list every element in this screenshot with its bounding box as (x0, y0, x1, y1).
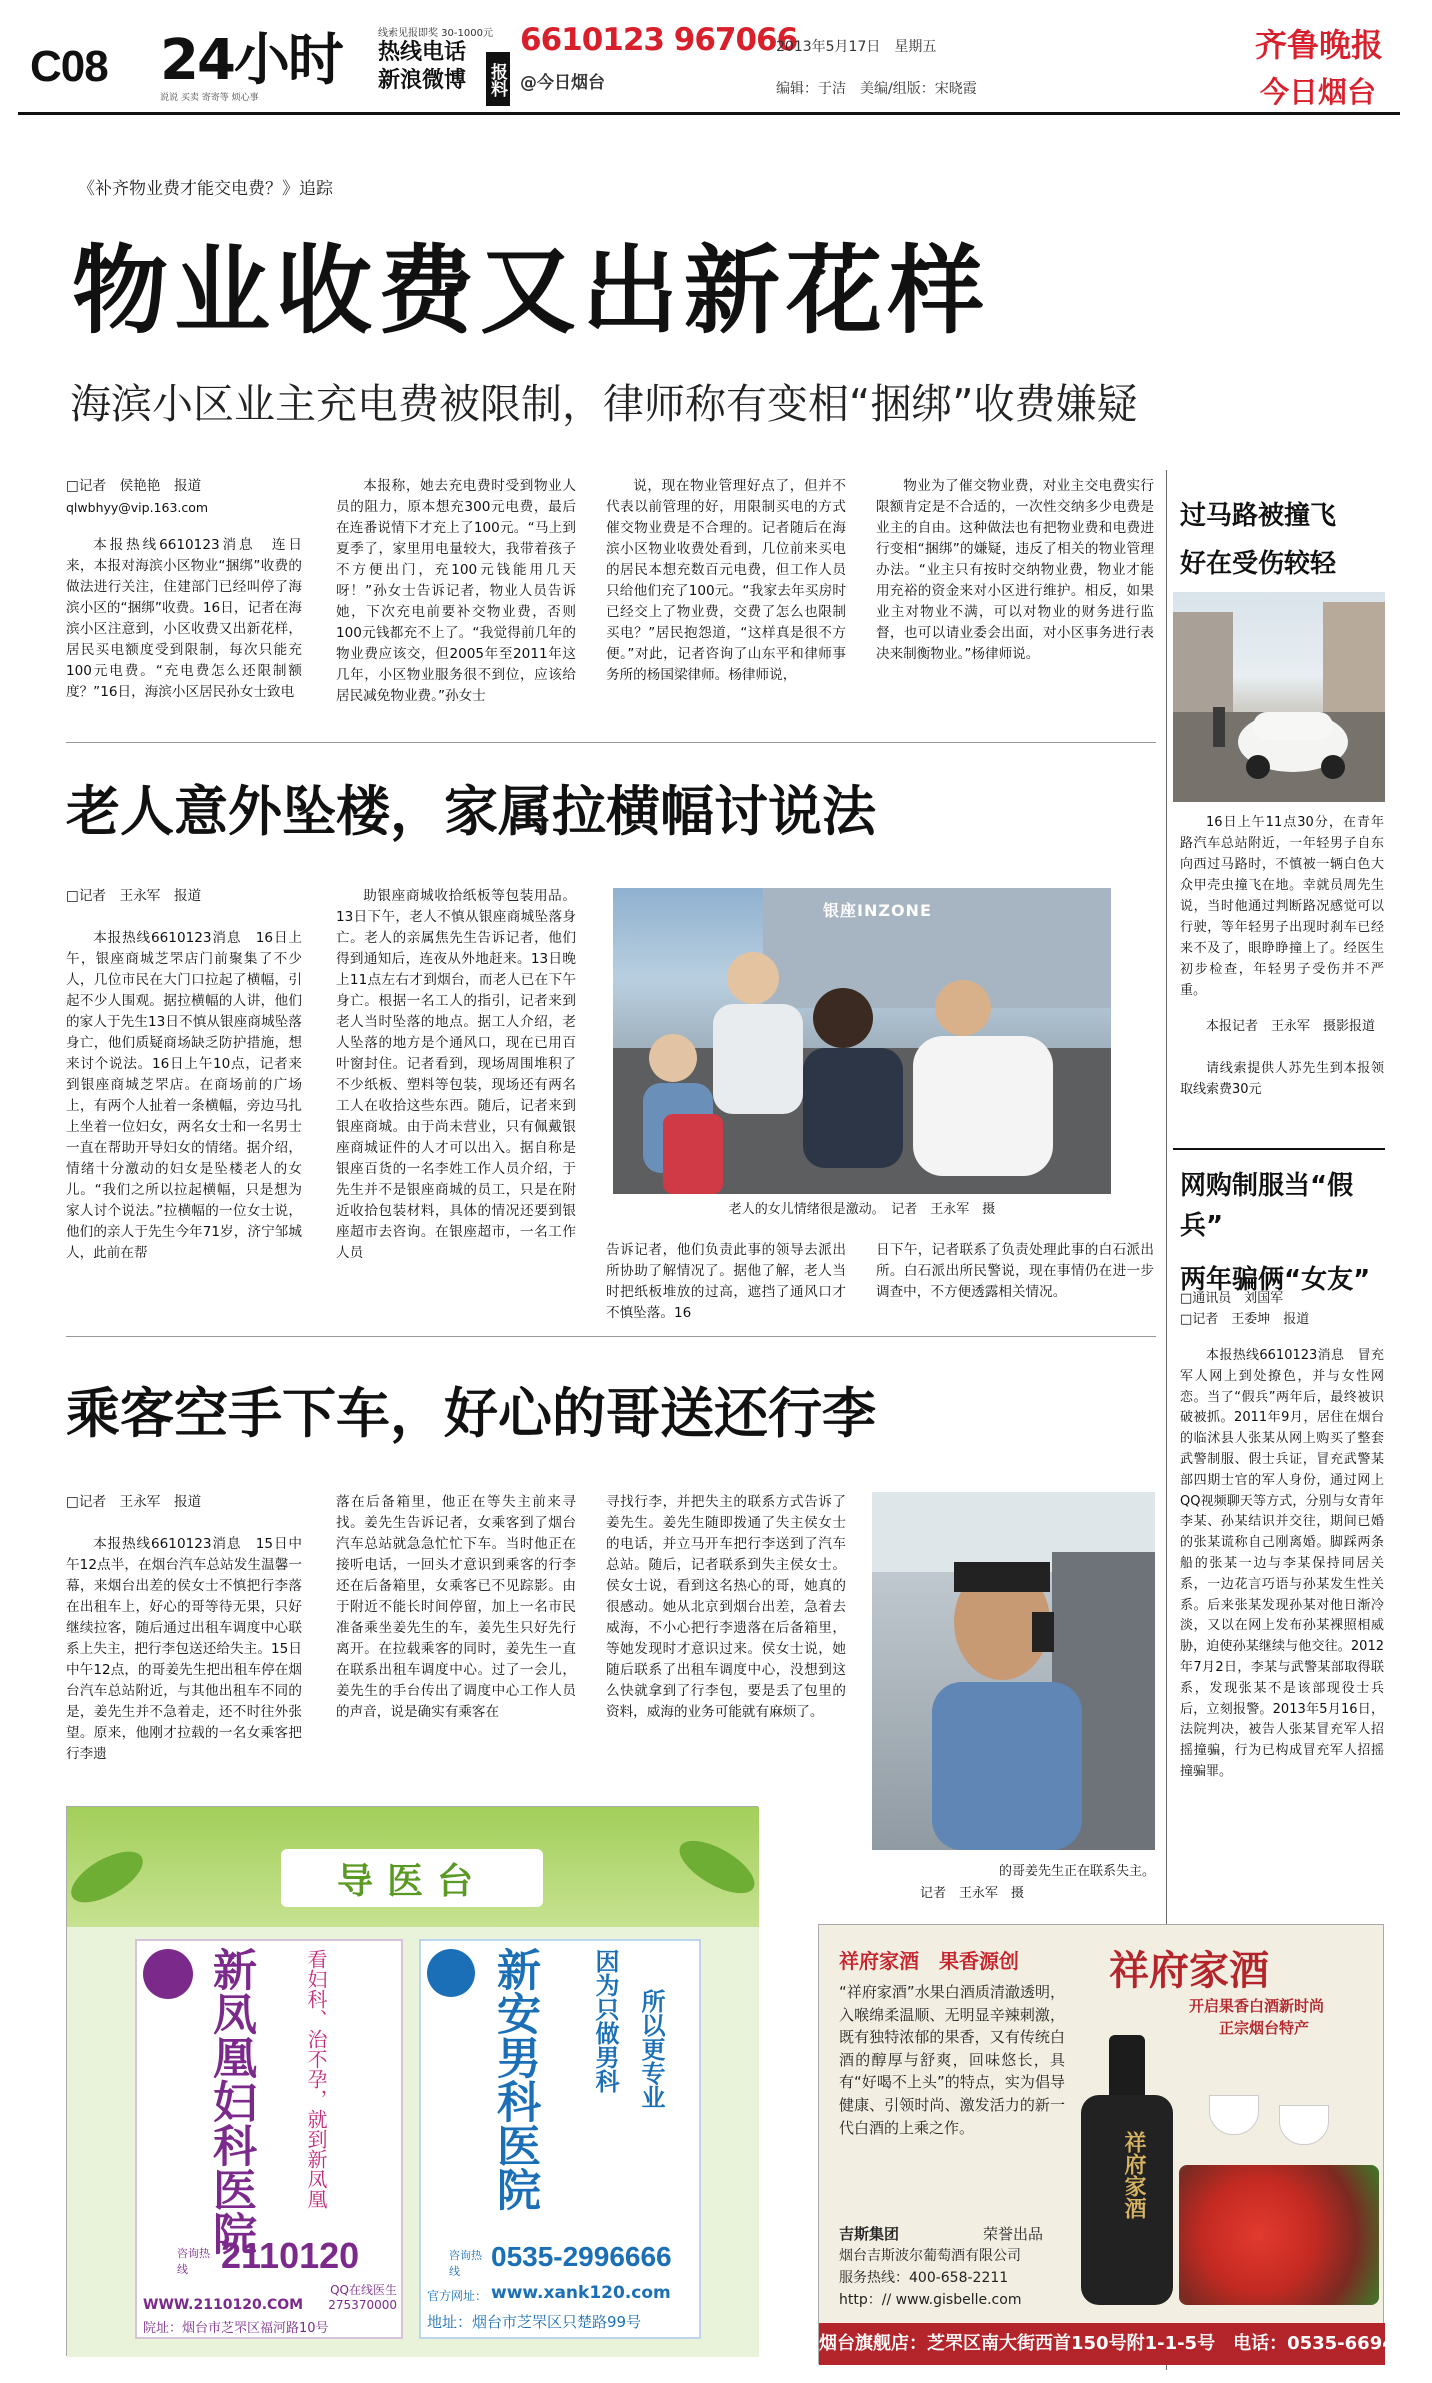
ad1-header: 导医台 (336, 1861, 487, 1902)
ad-wine (818, 1924, 1432, 2364)
ad2-tagline2: 正宗烟台特产 (1219, 2019, 1310, 2037)
hospital2-web-label: 官方网址： (427, 2289, 488, 2303)
ad2-honor: 荣誉出品 (983, 2225, 1044, 2243)
hospital1-addr: 院址：烟台市芝罘区福河路10号 (143, 2321, 329, 2336)
ad2-tagline1: 开启果香白酒新时尚 (1189, 1997, 1325, 2015)
hospital1-hotline: 2110120 (221, 2235, 360, 2276)
story1-byline: □记者 侯艳艳 报道 (66, 478, 202, 494)
ad-hospital (66, 1806, 758, 2356)
side1-title-l2: 好在受伤较轻 (1180, 549, 1337, 579)
story2-col4: 日下午，记者联系了负责处理此事的白石派出所。白石派出所民警说，现在事情仍在进一步调查中，不方便透露相关情况。 (876, 1242, 1154, 1300)
ad2-brand: 祥府家酒 (1109, 1947, 1269, 1994)
store-sign: 银座INZONE (823, 901, 932, 920)
side1-photo-scene (1173, 592, 1385, 802)
hospital2-addr: 地址：烟台市芝罘区只楚路99号 (427, 2313, 642, 2331)
story1-col3: 说，现在物业管理好点了，但并不代表以前管理的好，用限制买电的方式催交物业费是不合理的。记者随后在海滨小区物业收费处看到，几位前来买电的居民本想充数百元电费，但工作人员只给他们充了100元。“我家去年买房时已经交上了物业费，交费了怎么也限制买电？”居民抱怨道，“这样真是很不方便。”对此，记者咨询了山东平和律师事务所的杨国梁律师。杨律师说， (606, 478, 846, 683)
ad2-web: http：// www.gisbelle.com (839, 2292, 1022, 2308)
side2-title (1180, 1166, 1390, 1300)
cup-icon-2 (1279, 2105, 1329, 2145)
page-number: C08 (30, 42, 108, 91)
hospital2-hotline-label: 咨询热线 (449, 2249, 482, 2278)
story2-rule (66, 742, 1156, 743)
hospital2-slogan-b: 所以更专业 (637, 1989, 665, 2109)
date-line: 2013年5月17日 星期五 (776, 39, 937, 55)
story3-photo-scene (872, 1492, 1155, 1850)
story1-subtitle: 海滨小区业主充电费被限制，律师称有变相“捆绑”收费嫌疑 (70, 380, 1138, 428)
side1-credit2: 请线索提供人苏先生到本报领取线索费30元 (1180, 1061, 1384, 1097)
story2-col1: 本报热线6610123消息 16日上午，银座商城芝罘店门前聚集了不少人，几位市民在大门口拉起了横幅，引起不少人围观。据拉横幅的人讲，他们的家人于先生13日不慎从银座商城坠落身亡，他们质疑商场缺乏防护措施，想来讨个说法。16日上午10点，记者来到银座商城芝罘店。在商场前的广场上，有两个人扯着一条横幅，旁边马扎上坐着一位妇女，两名女士和一名男士一直在帮助开导妇女的情绪。据介绍，情绪十分激动的妇女是坠楼老人的女儿。“我们之所以拉起横幅，只是想为家人讨个说法。”拉横幅的一位女士说，他们的亲人于先生今年71岁，济宁邹城人，此前在帮 (66, 930, 302, 1261)
story3-col1: 本报热线6610123消息 15日中午12点半，在烟台汽车总站发生温馨一幕，来烟台出差的侯女士不慎把行李落在出租车上，好心的哥等待无果，只好继续拉客，随后通过出租车调度中心联系上失主，把行李包送还给失主。15日中午12点，的哥姜先生把出租车停在烟台汽车总站附近，与其他出租车不同的是，姜先生并不急着走，还不时往外张望。原来，他刚才拉载的一名女乘客把行李遗 (66, 1536, 302, 1762)
section-24h-logo (160, 30, 342, 103)
editor-line: 编辑：于洁 美编/组版：宋晓霞 (776, 81, 977, 97)
hospital2-slogan-a: 因为只做男科 (591, 1949, 619, 2093)
story3-col2: 落在后备箱里，他正在等失主前来寻找。姜先生告诉记者，女乘客到了烟台汽车总站就急急忙忙下车。当时他正在接听电话，一回头才意识到乘客的行李还在后备箱里，女乘客已不见踪影。由于附近不能长时间停留，加上一名市民准备乘坐姜先生的车，姜先生只好先行离开。在拉载乘客的同时，姜先生一直在联系出租车调度中心。过了一会儿，姜先生的手台传出了调度中心工作人员的声音，说是确实有乘客在 (336, 1494, 576, 1720)
phone-number: 6610123 967066 (520, 22, 798, 58)
story3-title: 乘客空手下车，好心的哥送还行李 (66, 1382, 876, 1445)
story2-col2: 助银座商城收拾纸板等包装用品。13日下午，老人不慎从银座商城坠落身亡。老人的亲属焦先生告诉记者，他们得到通知后，连夜从外地赶来。13日晚上11点左右才到烟台，而老人已在下午身亡。根据一名工人的指引，记者来到老人当时坠落的地点。据工人介绍，老人坠落的地方是个通风口，现在已用百叶窗封住。记者看到，现场周围堆积了不少纸板、塑料等包装，现场还有两名工人在收拾这些东西。随后，记者来到银座商城。由于尚未营业，只有佩戴银座商城证件的人才可以出入。据自称是银座百货的一名李姓工作人员介绍，于先生并不是银座商城的员工，只是在附近收拾包装材料，具体的情况还要到银座超市去咨询。在银座超市，一名工作人员 (336, 888, 576, 1261)
story3-caption2: 记者 王永军 摄 (919, 1886, 1024, 1901)
story1-email: qlwbhyy@vip.163.com (66, 500, 209, 515)
story1-col4: 物业为了催交物业费，对业主交电费实行限额肯定是不合适的，一次性交纳多少电费是业主的自由。这种做法也有把物业费和电费进行变相“捆绑”的嫌疑，违反了相关的物业管理办法。“业主只有按时交纳物业费，物业才能用充裕的资金来对小区进行维护。相反，如果业主对物业不满，可以对物业的财务进行监督，也可以请业委会出面，对小区事务进行表决来制衡物业。”杨律师说。 (876, 478, 1154, 662)
side1-body: 16日上午11点30分，在青年路汽车总站附近，一年轻男子自东向西过马路时，不慎被一辆白色大众甲壳虫撞飞在地。幸就员周先生说，当时他通过判断路况感觉可以行驶，等年轻男子出现时刹车已经来不及了，眼睁睁撞上了。经医生初步检查，年轻男子受伤并不严重。 (1180, 815, 1384, 998)
side1-title (1180, 496, 1380, 584)
section-big-title: 24小时 (160, 28, 342, 93)
cup-icon-1 (1209, 2095, 1259, 2135)
ad2-company-logo: 吉斯集团 (839, 2225, 900, 2243)
side2-byline2: □记者 王委坤 报道 (1180, 1312, 1310, 1327)
story3-byline: □记者 王永军 报道 (66, 1494, 202, 1510)
story2-photo-scene (613, 888, 1111, 1194)
header-rule (18, 112, 1400, 115)
hospital1-slogan: 看妇科、治不孕，就到新凤凰 (304, 1949, 328, 2209)
story3-photo-driver (872, 1492, 1155, 1850)
ad2-cups (1199, 2075, 1359, 2155)
hospital2-logo-icon (427, 1949, 475, 1997)
story2-title: 老人意外坠楼，家属拉横幅讨说法 (66, 780, 876, 843)
hospital1-qq: QQ在线医生 275370000 (328, 2283, 397, 2312)
ad2-company: 烟台吉斯波尔葡萄酒有限公司 (839, 2248, 1021, 2264)
side1-photo-road (1173, 592, 1385, 802)
story1-kicker: 《补齐物业费才能交电费？》追踪 (78, 179, 333, 199)
side1-title-l1: 过马路被撞飞 (1180, 501, 1337, 531)
hospital2-card (419, 1939, 701, 2339)
hotline-label: 热线电话 (378, 40, 467, 65)
story3-caption1: 的哥姜先生正在联系失主。 (998, 1864, 1155, 1879)
paper-name: 齐鲁晚报 (1255, 26, 1384, 64)
report-badge: 报料 (486, 52, 510, 106)
story1-col1: 本报热线6610123消息 连日来，本报对海滨小区物业“捆绑”收费的做法进行关注，住建部门已经叫停了海滨小区的“捆绑”收费。16日，记者在海滨小区注意到，小区收费又出新花样，居民买电额度受到限制，每次只能充100元电费。“充电费怎么还限制额度？”16日，海滨小区居民孙女士致电 (66, 537, 302, 700)
side2-title-l2: 两年骗俩“女友” (1180, 1265, 1371, 1295)
ad2-banner: 祥府家酒 果香源创 (839, 1949, 1019, 1973)
side1-credit1: 本报记者 王永军 摄影报道 (1206, 1019, 1376, 1034)
hospital1-hotline-label: 咨询热线 (177, 2247, 210, 2276)
hospital2-web: www.xank120.com (491, 2283, 671, 2303)
edition-name: 今日烟台 (1260, 75, 1377, 109)
weibo-label: 新浪微博 (378, 68, 467, 93)
hospital1-card (135, 1939, 403, 2339)
section-sub: 说说 买卖 寄寄等 烦心事 (160, 93, 259, 103)
ad2-footer: 烟台旗舰店：芝罘区南大街西首150号附1-1-5号 电话：0535-6694999 (819, 2323, 1385, 2365)
story3-rule (66, 1336, 1156, 1337)
hospital2-name: 新安男科医院 (489, 1947, 540, 2211)
ad2-bottle (1081, 2035, 1173, 2305)
story2-caption: 老人的女儿情绪很是激动。 记者 王永军 摄 (728, 1202, 996, 1217)
story1-col2: 本报称，她去充电费时受到物业人员的阻力，原本想充300元电费，最后在连番说情下才充上了100元。“马上到夏季了，家里用电量较大，我带着孩子不方便出门，充100元钱能用几天呀！”孙女士告诉记者，物业人员告诉她，下次充电前要补交物业费，否则100元钱都充不上了。“我觉得前几年的物业费应该交，但2005年至2011年这几年，小区物业服务很不到位，应该给居民减免物业费。”孙女士 (336, 478, 576, 704)
story1-title: 物业收费又出新花样 (72, 235, 990, 347)
side2-title-l1: 网购制服当“假兵” (1180, 1171, 1354, 1241)
ad2-service: 服务热线：400-658-2211 (839, 2270, 1009, 2286)
ad2-fruit (1179, 2165, 1379, 2305)
ad2-body: “祥府家酒”水果白酒质清澈透明，入喉绵柔温顺、无明显辛辣刺激，既有独特浓郁的果香，又有传统白酒的醇厚与舒爽，回味悠长，具有“好喝不上头”的特点，实为倡导健康、引领时尚、激发活力的新一代白酒的上乘之作。 (839, 1983, 1065, 2137)
story2-col3: 告诉记者，他们负责此事的领导去派出所协助了解情况了。据他了解，老人当时把纸板堆放的过高，遮挡了通风口才不慎坠落。16 (606, 1242, 846, 1321)
hospital2-hotline: 0535-2996666 (491, 2241, 672, 2272)
story2-byline: □记者 王永军 报道 (66, 888, 202, 904)
side2-byline1: □通讯员 刘国军 (1180, 1291, 1284, 1306)
hospital1-logo-icon (143, 1949, 193, 1999)
hospital1-name: 新凤凰妇科医院 (205, 1947, 256, 2255)
hospital1-web: WWW.2110120.COM (143, 2297, 304, 2313)
side-rule (1173, 1148, 1385, 1150)
reward-note: 线索见报即奖 30-1000元 (378, 28, 493, 39)
story3-col3: 寻找行李，并把失主的联系方式告诉了姜先生。姜先生随即拨通了失主侯女士的电话，并立马开车把行李送到了汽车总站。随后，记者联系到失主侯女士。侯女士说，看到这名热心的哥，她真的很感动。她从北京到烟台出差，急着去威海，不小心把行李遗落在后备箱里，等她发现时才意识过来。侯女士说，她随后联系了出租车调度中心，没想到这么快就拿到了行李包，要是丢了包里的资料，威海的业务可能就有麻烦了。 (606, 1494, 846, 1720)
bottle-label: 祥府家酒 (1121, 2131, 1146, 2219)
side2-body: 本报热线6610123消息 冒充军人网上到处撩色，并与女性网恋。当了“假兵”两年后，最终被识破被抓。2011年9月，居住在烟台的临沭县人张某从网上购买了整套武警制服、假士兵证，冒充武警某部四期士官的军人身份，通过网上QQ视频聊天等方式，分别与女青年李某、孙某结识并交往，期间已婚的张某谎称自己刚离婚。脚踩两条船的张某一边与李某保持同居关系，一边花言巧语与孙某发生性关系。后来张某发现孙某对他日渐冷淡，又以在网上发布孙某裸照相威胁，迫使孙某继续与他交往。2012年7月2日，李某与武警某部取得联系，发现张某不是该部现役士兵后，立刻报警。2013年5月16日，法院判决，被告人张某冒充军人招摇撞骗，行为已构成冒充军人招摇撞骗罪。 (1180, 1348, 1384, 1779)
weibo-handle: @今日烟台 (520, 73, 605, 93)
story2-photo-family (613, 888, 1111, 1194)
